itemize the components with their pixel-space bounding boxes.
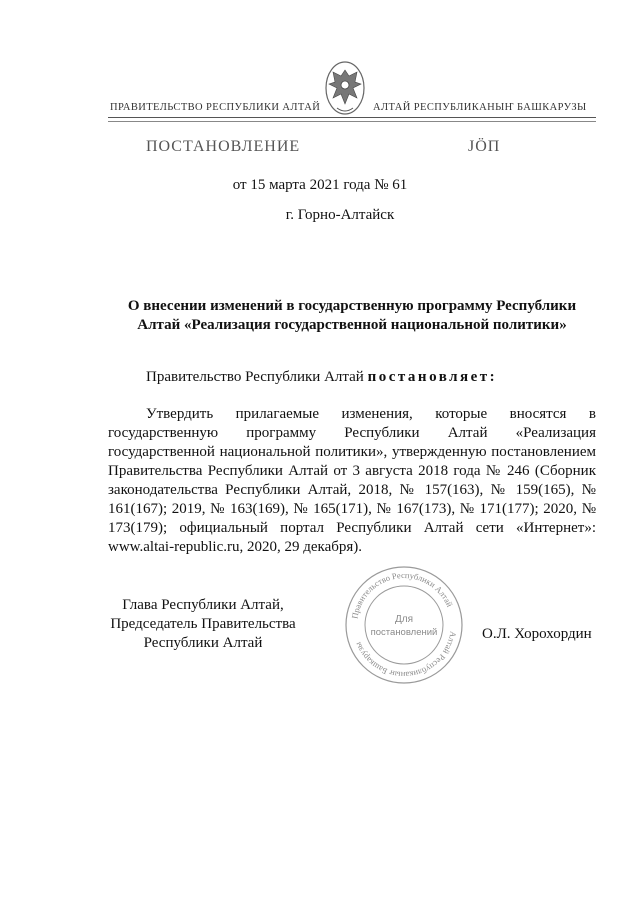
document-date: от 15 марта 2021 года № 61	[232, 177, 408, 193]
document-city: г. Горно-Алтайск	[285, 207, 395, 223]
coat-of-arms-icon	[323, 58, 367, 120]
signatory-title	[108, 596, 298, 653]
header-rule-thin	[108, 121, 596, 122]
stamp-center-2: постановлений	[370, 627, 438, 638]
signatory-line-1: Глава Республики Алтай,	[122, 597, 284, 613]
document-type-alt: ЈӦП	[468, 138, 501, 155]
signatory-line-3: Республики Алтай	[143, 635, 263, 651]
preamble-resolves: постановляет:	[367, 369, 498, 385]
document-title: О внесении изменений в государственную программу Республики Алтай «Реализация государственной национальной политики»	[127, 298, 577, 333]
stamp-center-1: Для	[394, 614, 414, 625]
header-rule	[108, 117, 596, 118]
document-body: Утвердить прилагаемые изменения, которые вносятся в государственную программу Республики Алтай «Реализация государственной национальной политики», утвержденную постановлением Правительства Республики Алтай от 3 августа 2018 года № 246 (Сборник законодательства Республики Алтай, 2018, № 157(163), № 159(165), № 161(167); 2019, № 163(169), № 165(171), № 167(173), № 171(177); 2020, № 173(179); официальный портал Республики Алтай сети «Интернет»: www.altai-republic.ru, 2020, 29 декабря).	[108, 406, 596, 555]
svg-text:Правительство Республики Алтай	[349, 570, 455, 620]
header-org-ru: ПРАВИТЕЛЬСТВО РЕСПУБЛИКИ АЛТАЙ	[110, 102, 321, 113]
preamble-text: Правительство Республики Алтай	[146, 369, 368, 385]
preamble	[146, 369, 497, 386]
signatory-name: О.Л. Хорохордин	[482, 626, 592, 642]
stamp-ring-text-alt: Алтай Республиканыҥ Башкарузы	[352, 630, 459, 681]
document-type-ru: ПОСТАНОВЛЕНИЕ	[146, 138, 301, 155]
header-org-alt: АЛТАЙ РЕСПУБЛИКАНЫҤ БАШКАРУЗЫ	[373, 102, 587, 113]
official-stamp	[343, 564, 465, 686]
stamp-ring-text: Правительство Республики Алтай	[349, 569, 455, 620]
signatory-line-2: Председатель Правительства	[110, 616, 296, 632]
